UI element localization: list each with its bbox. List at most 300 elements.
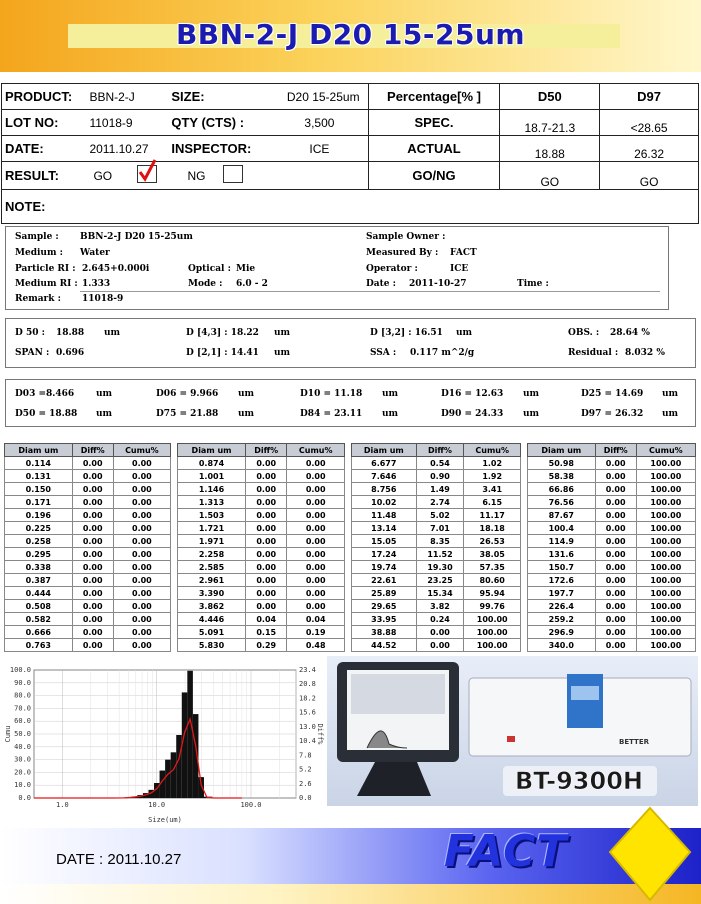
y-tick-label: 0.0 [18, 794, 31, 802]
table-cell-diff: 0.90 [416, 470, 464, 483]
table-cell-cumu: 0.00 [287, 574, 345, 587]
y2-tick-label: 0.0 [299, 794, 312, 802]
d90-unit: um [523, 409, 540, 419]
table-cell-diam: 29.65 [352, 600, 417, 613]
gong-d50: GO [500, 162, 600, 190]
y-tick-label: 50.0 [14, 730, 31, 738]
table-cell-diam: 1.721 [178, 522, 246, 535]
table-row [352, 470, 521, 483]
d21-unit: um [274, 348, 291, 358]
table-cell-diam: 33.95 [352, 613, 417, 626]
histogram-bar [187, 671, 193, 798]
note-label: NOTE: [2, 190, 699, 224]
y-tick-label: 40.0 [14, 742, 31, 751]
table-cell-diam: 58.38 [528, 470, 596, 483]
table-cell-diff: 0.00 [595, 574, 636, 587]
table-row [178, 574, 345, 587]
table-cell-cumu: 38.05 [464, 548, 521, 561]
y-axis-label: Cumu [4, 725, 12, 743]
d43-unit: um [274, 328, 291, 338]
analyzer-brand: BETTER [619, 738, 649, 746]
medium-ri-value: 1.333 [82, 279, 111, 289]
instrument-illustration [327, 656, 698, 806]
table-cell-cumu: 0.00 [113, 548, 170, 561]
remark-value: 11018-9 [82, 294, 124, 304]
table-cell-diff: 0.00 [72, 639, 113, 652]
table-cell-diff: 0.00 [246, 535, 287, 548]
table-cell-cumu: 18.18 [464, 522, 521, 535]
table-cell-diam: 1.971 [178, 535, 246, 548]
table-cell-cumu: 0.00 [113, 496, 170, 509]
table-cell-diff: 2.74 [416, 496, 464, 509]
product-value: BBN-2-J [89, 84, 171, 110]
y2-tick-label: 13.0 [299, 722, 316, 731]
table-cell-diam: 0.114 [5, 457, 73, 470]
table-row [352, 639, 521, 652]
table-row [5, 626, 171, 639]
lot-label: LOT NO: [2, 110, 90, 136]
analyzer-light [507, 736, 515, 742]
table-row [528, 639, 696, 652]
table-row [178, 535, 345, 548]
sample-info-block [5, 226, 669, 310]
table-row [528, 561, 696, 574]
table-cell-diff: 0.00 [72, 496, 113, 509]
stats-block [5, 318, 696, 368]
table-row [178, 483, 345, 496]
d21-stat: D [2,1] : 14.41 [186, 348, 259, 358]
d50-unit: um [96, 409, 113, 419]
table-cell-cumu: 0.00 [113, 613, 170, 626]
go-option-label: GO [93, 169, 113, 183]
table-cell-diam: 0.763 [5, 639, 73, 652]
span-value: 0.696 [56, 348, 85, 358]
table-cell-diff: 0.00 [246, 509, 287, 522]
table-row [528, 522, 696, 535]
table-cell-cumu: 100.00 [636, 483, 695, 496]
table-cell-cumu: 0.00 [113, 483, 170, 496]
table-cell-diam: 296.9 [528, 626, 596, 639]
table-cell-cumu: 100.00 [636, 457, 695, 470]
table-row [178, 600, 345, 613]
page-title: BBN-2-J D20 15-25um [175, 18, 526, 51]
d43-stat: D [4,3] : 18.22 [186, 328, 259, 338]
table-cell-cumu: 0.00 [287, 535, 345, 548]
table-header-cumu: Cumu% [464, 444, 521, 457]
table-cell-diam: 2.961 [178, 574, 246, 587]
table-row [528, 574, 696, 587]
table-cell-diam: 0.295 [5, 548, 73, 561]
table-cell-diff: 0.00 [595, 639, 636, 652]
table-cell-diam: 0.171 [5, 496, 73, 509]
table-cell-cumu: 0.00 [113, 587, 170, 600]
table-row [178, 496, 345, 509]
table-cell-diff: 5.02 [416, 509, 464, 522]
table-cell-diff: 1.49 [416, 483, 464, 496]
table-cell-cumu: 100.00 [636, 561, 695, 574]
table-row [178, 548, 345, 561]
table-cell-diam: 1.503 [178, 509, 246, 522]
table-cell-diff: 0.00 [595, 613, 636, 626]
table-cell-diff: 0.00 [595, 522, 636, 535]
table-header-cumu: Cumu% [287, 444, 345, 457]
table-cell-cumu: 0.00 [287, 548, 345, 561]
y2-tick-label: 18.2 [299, 694, 316, 703]
table-cell-diam: 114.9 [528, 535, 596, 548]
table-cell-diff: 0.15 [246, 626, 287, 639]
table-cell-diff: 3.82 [416, 600, 464, 613]
table-row [5, 600, 171, 613]
table-cell-diam: 0.196 [5, 509, 73, 522]
diamond-shape [610, 808, 690, 900]
table-cell-diff: 0.00 [246, 457, 287, 470]
actual-label: ACTUAL [368, 136, 500, 162]
table-cell-cumu: 1.92 [464, 470, 521, 483]
measured-label: Measured By : [366, 248, 439, 258]
table-cell-diam: 2.585 [178, 561, 246, 574]
histogram-bar [182, 692, 188, 798]
medium-ri-label: Medium RI : [15, 279, 78, 289]
table-cell-diam: 3.390 [178, 587, 246, 600]
table-cell-cumu: 0.00 [113, 457, 170, 470]
table-cell-diff: 0.00 [246, 522, 287, 535]
y-tick-label: 100.0 [9, 666, 31, 674]
spec-d50: 18.7-21.3 [500, 110, 600, 136]
table-cell-diff: 0.00 [595, 587, 636, 600]
table-cell-diff: 0.00 [416, 639, 464, 652]
date-label: DATE: [2, 136, 90, 162]
table-row [352, 561, 521, 574]
table-cell-cumu: 100.00 [636, 535, 695, 548]
d06-value: D06 = 9.966 [156, 389, 219, 399]
size-table-3 [351, 443, 521, 652]
analyzer-window [571, 686, 599, 700]
d03-value: D03 =8.466 [15, 389, 75, 399]
table-cell-cumu: 0.00 [287, 561, 345, 574]
table-cell-diam: 22.61 [352, 574, 417, 587]
table-row [178, 522, 345, 535]
table-cell-diff: 0.24 [416, 613, 464, 626]
table-cell-cumu: 0.00 [287, 470, 345, 483]
table-cell-diff: 0.00 [72, 561, 113, 574]
table-row [352, 626, 521, 639]
d75-value: D75 = 21.88 [156, 409, 219, 419]
table-cell-cumu: 0.00 [113, 574, 170, 587]
table-header-cumu: Cumu% [636, 444, 695, 457]
size-table-1 [4, 443, 171, 652]
table-cell-cumu: 0.00 [287, 600, 345, 613]
table-cell-diam: 2.258 [178, 548, 246, 561]
d10-value: D10 = 11.18 [300, 389, 363, 399]
ssa-value: 0.117 m^2/g [410, 348, 475, 358]
y2-tick-label: 23.4 [299, 666, 316, 674]
table-cell-diff: 0.00 [416, 626, 464, 639]
d50-stat-value: 18.88 [56, 328, 85, 338]
spec-d97: <28.65 [600, 110, 699, 136]
table-cell-cumu: 100.00 [636, 639, 695, 652]
table-cell-diff: 0.00 [595, 496, 636, 509]
table-row [528, 600, 696, 613]
table-cell-diff: 11.52 [416, 548, 464, 561]
particle-ri-label: Particle RI : [15, 264, 76, 274]
table-row [528, 613, 696, 626]
table-cell-cumu: 99.76 [464, 600, 521, 613]
monitor-table-area [351, 674, 445, 714]
table-cell-diam: 0.387 [5, 574, 73, 587]
result-label: RESULT: [2, 162, 90, 190]
d75-unit: um [238, 409, 255, 419]
d90-value: D90 = 24.33 [441, 409, 504, 419]
table-row [178, 457, 345, 470]
table-cell-diam: 5.830 [178, 639, 246, 652]
ng-checkbox[interactable] [223, 165, 243, 183]
y-tick-label: 70.0 [14, 704, 31, 713]
x-axis-label: Size(um) [148, 816, 182, 824]
y-tick-label: 10.0 [14, 781, 31, 790]
table-cell-cumu: 0.00 [287, 457, 345, 470]
table-cell-diff: 0.00 [246, 483, 287, 496]
y2-tick-label: 5.2 [299, 765, 312, 774]
table-row [352, 535, 521, 548]
distribution-chart-svg [2, 660, 324, 828]
monitor-stand [357, 762, 431, 796]
table-cell-diff: 0.00 [246, 496, 287, 509]
table-cell-diff: 0.00 [595, 535, 636, 548]
obs-value: 28.64 % [610, 328, 650, 338]
table-cell-cumu: 0.00 [113, 535, 170, 548]
table-row [5, 509, 171, 522]
table-cell-diff: 0.00 [246, 574, 287, 587]
table-cell-diff: 0.00 [595, 483, 636, 496]
table-cell-cumu: 0.00 [113, 561, 170, 574]
ssa-label: SSA : [370, 348, 397, 358]
table-cell-diam: 15.05 [352, 535, 417, 548]
table-cell-diff: 8.35 [416, 535, 464, 548]
table-cell-diff: 0.00 [595, 548, 636, 561]
table-row [5, 496, 171, 509]
d50-value: D50 = 18.88 [15, 409, 78, 419]
table-row [5, 613, 171, 626]
table-row [352, 483, 521, 496]
table-cell-diam: 131.6 [528, 548, 596, 561]
x-tick-label: 100.0 [240, 801, 262, 809]
table-cell-diam: 0.150 [5, 483, 73, 496]
medium-value: Water [80, 248, 110, 258]
table-cell-cumu: 80.60 [464, 574, 521, 587]
d50-stat-unit: um [104, 328, 121, 338]
table-row [528, 470, 696, 483]
table-row [352, 457, 521, 470]
mode-label: Mode : [188, 279, 223, 289]
diamond-logo [606, 806, 694, 904]
table-cell-cumu: 100.00 [636, 600, 695, 613]
dvalues-block [5, 379, 696, 427]
y-tick-label: 60.0 [14, 717, 31, 726]
table-row [528, 457, 696, 470]
table-cell-cumu: 11.17 [464, 509, 521, 522]
table-cell-diff: 0.00 [595, 457, 636, 470]
table-cell-diff: 0.00 [72, 548, 113, 561]
table-cell-cumu: 3.41 [464, 483, 521, 496]
go-checkbox[interactable] [137, 165, 157, 183]
lot-value: 11018-9 [89, 110, 171, 136]
table-cell-cumu: 100.00 [636, 548, 695, 561]
table-cell-diam: 10.02 [352, 496, 417, 509]
y-tick-label: 30.0 [14, 755, 31, 764]
y-tick-label: 90.0 [14, 678, 31, 687]
table-row [178, 613, 345, 626]
table-cell-cumu: 100.00 [636, 613, 695, 626]
medium-label: Medium : [15, 248, 63, 258]
table-cell-diam: 13.14 [352, 522, 417, 535]
table-cell-cumu: 100.00 [636, 509, 695, 522]
y2-tick-label: 10.4 [299, 737, 316, 746]
table-row [5, 561, 171, 574]
table-cell-cumu: 100.00 [636, 587, 695, 600]
table-cell-diam: 17.24 [352, 548, 417, 561]
table-cell-diam: 7.646 [352, 470, 417, 483]
table-cell-cumu: 0.00 [287, 587, 345, 600]
optical-label: Optical : [188, 264, 231, 274]
table-cell-diam: 87.67 [528, 509, 596, 522]
table-row [5, 457, 171, 470]
y2-tick-label: 2.6 [299, 779, 312, 788]
table-header-diff: Diff% [72, 444, 113, 457]
histogram-bar [165, 760, 171, 798]
size-table-2 [177, 443, 345, 652]
table-row [352, 522, 521, 535]
y2-tick-label: 7.8 [299, 751, 312, 760]
table-cell-diam: 0.338 [5, 561, 73, 574]
table-cell-diam: 0.508 [5, 600, 73, 613]
table-cell-diam: 197.7 [528, 587, 596, 600]
table-cell-diff: 0.00 [595, 470, 636, 483]
table-row [528, 509, 696, 522]
table-row [178, 587, 345, 600]
table-row [528, 548, 696, 561]
table-cell-diam: 1.001 [178, 470, 246, 483]
table-cell-diff: 0.00 [246, 600, 287, 613]
table-cell-diam: 340.0 [528, 639, 596, 652]
residual-label: Residual : [568, 348, 619, 358]
table-header-diff: Diff% [246, 444, 287, 457]
table-header-diam: Diam um [528, 444, 596, 457]
table-cell-cumu: 0.00 [113, 509, 170, 522]
table-cell-diff: 0.00 [72, 613, 113, 626]
d50-header: D50 [500, 84, 600, 110]
table-cell-cumu: 0.00 [287, 522, 345, 535]
d84-value: D84 = 23.11 [300, 409, 363, 419]
table-cell-diam: 4.446 [178, 613, 246, 626]
y2-tick-label: 15.6 [299, 708, 316, 717]
table-cell-diam: 150.7 [528, 561, 596, 574]
table-row [352, 509, 521, 522]
table-cell-diam: 50.98 [528, 457, 596, 470]
footer-date: DATE : 2011.10.27 [56, 851, 182, 868]
table-cell-cumu: 0.48 [287, 639, 345, 652]
table-row [5, 483, 171, 496]
table-cell-diam: 3.862 [178, 600, 246, 613]
table-cell-cumu: 100.00 [464, 613, 521, 626]
table-row [528, 483, 696, 496]
table-header-cumu: Cumu% [113, 444, 170, 457]
inspector-label: INSPECTOR: [171, 136, 271, 162]
table-cell-diff: 0.00 [246, 561, 287, 574]
table-header-diam: Diam um [352, 444, 417, 457]
table-cell-diam: 0.444 [5, 587, 73, 600]
d32-unit: um [456, 328, 473, 338]
x-tick-label: 10.0 [148, 801, 166, 809]
table-cell-diff: 0.00 [72, 574, 113, 587]
optical-value: Mie [236, 264, 256, 274]
table-cell-diff: 0.54 [416, 457, 464, 470]
table-cell-cumu: 0.00 [113, 600, 170, 613]
date-info-value: 2011-10-27 [409, 279, 467, 289]
histogram-bar [171, 752, 177, 798]
table-cell-diff: 0.00 [246, 470, 287, 483]
mode-value: 6.0 - 2 [236, 279, 268, 289]
table-row [5, 470, 171, 483]
table-cell-diff: 0.00 [72, 626, 113, 639]
gong-d97: GO [600, 162, 699, 190]
table-row [528, 496, 696, 509]
ng-option-label: NG [187, 169, 206, 183]
table-cell-diff: 0.00 [72, 587, 113, 600]
table-header-diam: Diam um [5, 444, 73, 457]
table-row [352, 587, 521, 600]
d03-unit: um [96, 389, 113, 399]
table-row [5, 639, 171, 652]
instrument-photo [327, 656, 698, 806]
table-cell-cumu: 95.94 [464, 587, 521, 600]
date-info-label: Date : [366, 279, 396, 289]
table-cell-diam: 44.52 [352, 639, 417, 652]
table-cell-diff: 0.00 [72, 483, 113, 496]
table-cell-cumu: 100.00 [636, 574, 695, 587]
table-cell-diam: 0.666 [5, 626, 73, 639]
operator-label: Operator : [366, 264, 418, 274]
table-cell-cumu: 0.00 [113, 470, 170, 483]
table-row [352, 548, 521, 561]
table-cell-diam: 8.756 [352, 483, 417, 496]
table-cell-diff: 0.29 [246, 639, 287, 652]
table-row [352, 496, 521, 509]
table-row [352, 574, 521, 587]
d25-value: D25 = 14.69 [581, 389, 644, 399]
obs-label: OBS. : [568, 328, 600, 338]
table-cell-cumu: 100.00 [636, 522, 695, 535]
table-row [528, 587, 696, 600]
table-row [5, 587, 171, 600]
table-row [528, 626, 696, 639]
table-cell-diam: 66.86 [528, 483, 596, 496]
table-cell-cumu: 0.00 [287, 483, 345, 496]
table-cell-diff: 19.30 [416, 561, 464, 574]
table-cell-diff: 0.00 [72, 600, 113, 613]
d97-value: D97 = 26.32 [581, 409, 644, 419]
y-tick-label: 80.0 [14, 691, 31, 700]
d32-stat: D [3,2] : 16.51 [370, 328, 443, 338]
result-options [89, 162, 368, 190]
table-cell-diam: 226.4 [528, 600, 596, 613]
table-row [352, 613, 521, 626]
d06-unit: um [238, 389, 255, 399]
table-cell-diam: 0.874 [178, 457, 246, 470]
span-label: SPAN : [15, 348, 50, 358]
table-row [352, 600, 521, 613]
table-cell-diam: 0.582 [5, 613, 73, 626]
table-row [178, 626, 345, 639]
